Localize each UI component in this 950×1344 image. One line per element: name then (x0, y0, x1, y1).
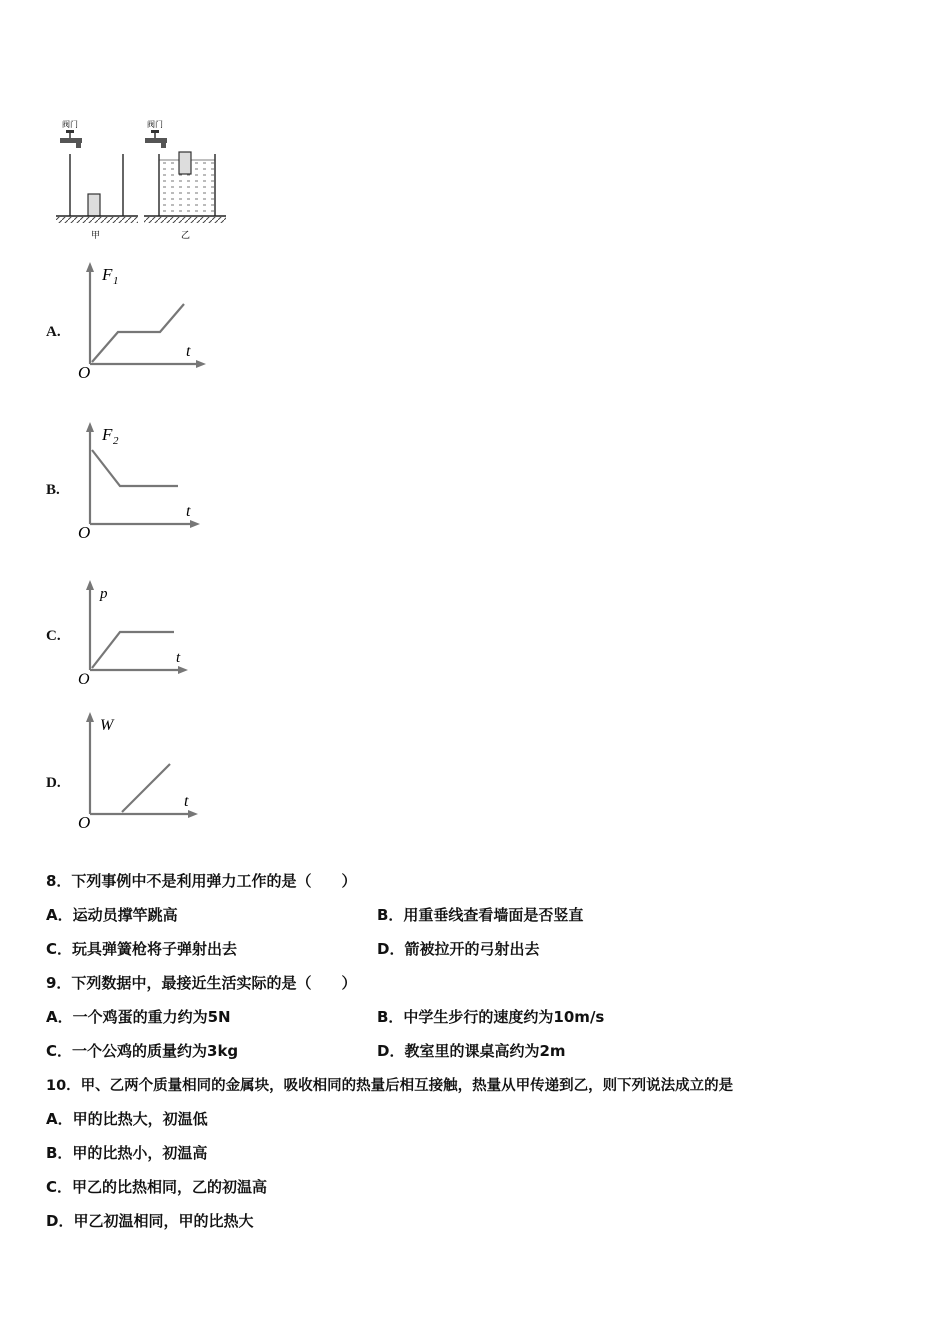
graph-b (72, 418, 212, 543)
valve-right-icon (145, 130, 167, 148)
axis-label-p: p (100, 586, 108, 602)
valve-left-icon (60, 130, 82, 148)
q9-option-c: C．一个公鸡的质量约为3kg (46, 1042, 239, 1060)
axis-sub-2: 2 (113, 435, 119, 447)
axis-label-t: t (186, 343, 191, 360)
axis-label-f2: F (102, 425, 113, 444)
q10-option-b: B．甲的比热小，初温高 (46, 1144, 208, 1162)
container-right (144, 119, 226, 241)
caption-right: 乙 (181, 231, 191, 241)
question-10-stem: 10．甲、乙两个质量相同的金属块，吸收相同的热量后相互接触，热量从甲传递到乙，则下列说法成立的是 (46, 1078, 734, 1094)
axis-sub-1: 1 (113, 275, 119, 287)
graph-c (72, 574, 202, 689)
origin-label: O (78, 523, 91, 542)
container-left (56, 119, 138, 241)
q8-option-b: B．用重垂线查看墙面是否竖直 (377, 906, 584, 924)
question-8-stem: 8．下列事例中不是利用弹力工作的是（ ） (46, 872, 357, 890)
q8-option-a: A．运动员撑竿跳高 (46, 906, 178, 924)
axis-label-w: W (100, 717, 114, 734)
q8-option-d: D．箭被拉开的弓射出去 (377, 940, 540, 958)
q8-option-c: C．玩具弹簧枪将子弹射出去 (46, 940, 238, 958)
axis-label-f1: F (102, 265, 113, 284)
container-figure (50, 118, 230, 246)
origin-label: O (78, 813, 91, 831)
origin-label: O (78, 363, 91, 382)
option-c-label: C. (46, 628, 61, 644)
option-d-label: D. (46, 775, 61, 791)
q10-option-c: C．甲乙的比热相同，乙的初温高 (46, 1178, 268, 1196)
axis-label-t: t (176, 650, 181, 666)
valve-label-right: 阀门 (147, 120, 163, 129)
option-a-label: A. (46, 324, 61, 340)
q9-option-d: D．教室里的课桌高约为2m (377, 1042, 566, 1060)
question-9-stem: 9．下列数据中，最接近生活实际的是（ ） (46, 974, 357, 992)
q9-option-b: B．中学生步行的速度约为10m/s (377, 1008, 605, 1026)
valve-label-left: 阀门 (62, 120, 78, 129)
q10-option-d: D．甲乙初温相同，甲的比热大 (46, 1212, 254, 1230)
caption-left: 甲 (91, 231, 101, 241)
q10-option-a: A．甲的比热大，初温低 (46, 1110, 208, 1128)
option-b-label: B. (46, 482, 60, 498)
origin-label: O (78, 671, 90, 688)
axis-label-t: t (184, 793, 189, 810)
graph-d (72, 706, 212, 831)
graph-a (72, 258, 212, 383)
axis-label-t: t (186, 503, 191, 520)
q9-option-a: A．一个鸡蛋的重力约为5N (46, 1008, 231, 1026)
